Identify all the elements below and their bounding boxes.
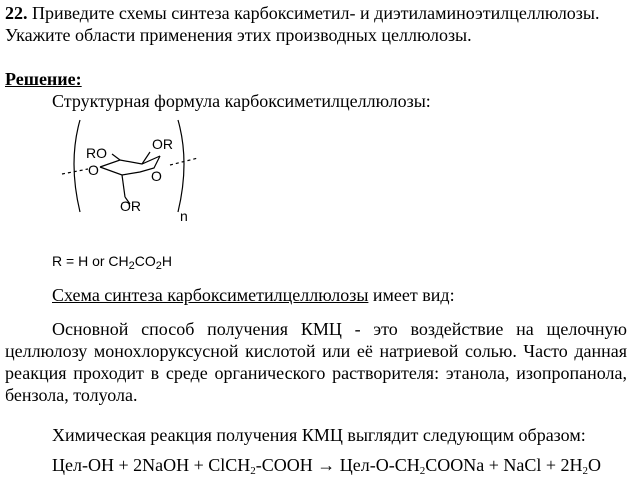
r-def-prefix: R = H or CH [52, 253, 129, 269]
eq-sub1: 2 [250, 465, 256, 477]
r-def-mid: CO [134, 253, 156, 269]
label-or-top: OR [152, 136, 173, 152]
eq-part2: -COOH → Цел-O-CH [255, 455, 420, 475]
reaction-caption: Химическая реакция получения КМЦ выглядит следующим образом: [52, 425, 586, 445]
task-number: 22. [5, 3, 28, 23]
label-o-left: O [88, 162, 99, 178]
label-o-ring: O [151, 168, 162, 184]
scheme-line [52, 285, 455, 306]
scheme-suffix: имеет вид: [368, 285, 455, 305]
eq-sub3: 2 [582, 465, 589, 477]
eq-part4: O [588, 455, 602, 475]
r-def-sub2: 2 [155, 260, 162, 272]
label-ro: RO [86, 145, 107, 161]
structural-formula [50, 112, 220, 232]
left-bracket [74, 120, 80, 212]
structural-caption: Структурная формула карбоксиметилцеллюлозы: [52, 91, 431, 111]
r-def-suffix: H [161, 253, 172, 269]
task-line-2: Укажите области применения этих производных целлюлозы. [5, 25, 472, 45]
chain-left [62, 169, 88, 174]
right-bracket [178, 120, 184, 212]
label-or-bottom: OR [120, 198, 141, 214]
paragraph-method: Основной способ получения КМЦ - это воздействие на щелочную целлюлозу монохлоруксусной кислотой или её натриевой солью. Часто данная реакция проходит в среде органического растворителя: этанола, изопропанола, бензола, толуола. [5, 319, 627, 405]
ring-top [100, 156, 160, 167]
bond-ro [112, 154, 120, 160]
eq-part3: COONa + NaCl + 2H [425, 455, 583, 475]
solution-heading: Решение: [5, 69, 82, 89]
scheme-link[interactable]: Схема синтеза карбоксиметилцеллюлозы [52, 285, 369, 305]
reaction-equation [52, 455, 601, 476]
bond-ch2 [122, 175, 125, 197]
eq-part1: Цел-OH + 2NaOH + ClCH [52, 455, 251, 475]
eq-sub2: 2 [419, 465, 426, 477]
label-n: n [180, 208, 188, 224]
task-line-1 [5, 3, 600, 24]
task-text-1: Приведите схемы синтеза карбоксиметил- и диэтиламиноэтилцеллюлозы. [27, 3, 600, 23]
r-definition [52, 252, 172, 270]
r-def-sub1: 2 [128, 260, 135, 272]
